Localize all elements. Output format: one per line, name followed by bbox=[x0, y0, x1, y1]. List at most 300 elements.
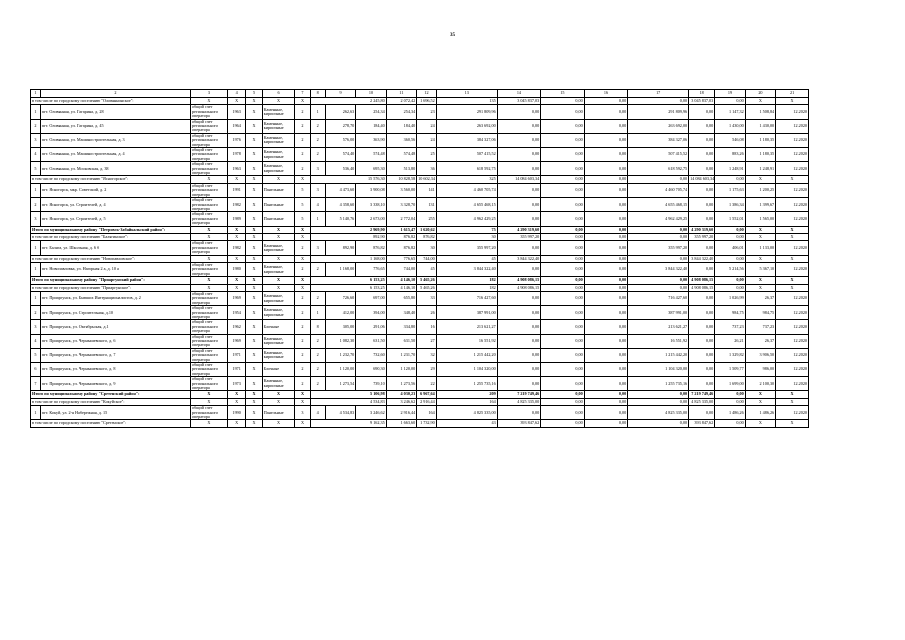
house-row bbox=[31, 148, 809, 162]
data-cell: 2 916,44 bbox=[386, 406, 416, 420]
wall-material-cell: Каменные, кирпичные bbox=[262, 262, 295, 276]
data-cell: 4 460 705,74 bbox=[436, 183, 497, 197]
data-cell: 0,00 bbox=[497, 162, 541, 176]
data-cell: 7 219 749,46 bbox=[689, 391, 715, 398]
data-cell: 0,00 bbox=[689, 241, 715, 255]
data-cell: Х bbox=[776, 420, 809, 427]
row-number-cell: 4 bbox=[31, 334, 41, 348]
data-cell: 0,00 bbox=[584, 133, 628, 147]
data-cell: 0,00 bbox=[541, 284, 585, 291]
data-cell: 1 180,35 bbox=[745, 133, 775, 147]
column-number-cell: 13 bbox=[436, 90, 497, 98]
data-cell: Х bbox=[190, 398, 227, 405]
data-cell: Х bbox=[246, 119, 262, 133]
data-cell: 0,00 bbox=[584, 148, 628, 162]
data-cell: Х bbox=[246, 198, 262, 212]
data-cell: 0,00 bbox=[541, 391, 585, 398]
data-cell: 1990 bbox=[227, 406, 245, 420]
data-cell: 1 508,84 bbox=[745, 105, 775, 119]
data-cell: 0,00 bbox=[584, 212, 628, 226]
house-row bbox=[31, 198, 809, 212]
data-cell: 278,70 bbox=[325, 119, 355, 133]
data-cell: 737,23 bbox=[715, 320, 745, 334]
data-cell: 0,00 bbox=[715, 255, 745, 262]
data-cell: 4 825 335,00 bbox=[497, 398, 541, 405]
data-cell: Х bbox=[227, 176, 245, 183]
data-cell: 1973 bbox=[227, 377, 245, 391]
data-cell: Х bbox=[246, 420, 262, 427]
data-cell: Х bbox=[246, 363, 262, 377]
data-cell: 360,56 bbox=[386, 133, 416, 147]
data-cell: 254,34 bbox=[356, 105, 386, 119]
data-cell: 2 772,04 bbox=[386, 212, 416, 226]
data-cell: 30 bbox=[417, 241, 437, 255]
data-cell: 574,48 bbox=[386, 148, 416, 162]
data-cell: 1 bbox=[310, 306, 325, 320]
data-cell: 0,00 bbox=[497, 241, 541, 255]
data-cell: 0,00 bbox=[584, 183, 628, 197]
data-cell: 2 bbox=[310, 291, 325, 305]
data-cell: Х bbox=[295, 98, 310, 105]
data-cell: 876,82 bbox=[386, 241, 416, 255]
data-cell: Х bbox=[190, 226, 227, 233]
data-cell: 876,82 bbox=[356, 241, 386, 255]
data-cell: 4 bbox=[310, 198, 325, 212]
data-cell: 0,00 bbox=[541, 241, 585, 255]
data-cell: Х bbox=[246, 284, 262, 291]
data-cell: Х bbox=[246, 348, 262, 362]
data-cell: 0,00 bbox=[584, 241, 628, 255]
settlement-label: в том числе по городскому поселению "Ясногорское": bbox=[31, 176, 191, 183]
data-cell: 0,00 bbox=[541, 233, 585, 240]
data-cell: 0,00 bbox=[689, 133, 715, 147]
data-cell: 9 162,35 bbox=[310, 420, 386, 427]
wall-material-cell: Панельные bbox=[262, 198, 295, 212]
data-cell: Х bbox=[246, 277, 262, 284]
fund-method-cell: общий счет регионального оператора bbox=[190, 148, 227, 162]
data-cell: Х bbox=[246, 391, 262, 398]
data-cell: 2 245,80 bbox=[310, 98, 386, 105]
address-cell: пгт. Кокуй, ул. 2-я Набережная, д. 15 bbox=[40, 406, 190, 420]
data-cell: 355 997,20 bbox=[628, 241, 689, 255]
data-cell: 0,00 bbox=[689, 406, 715, 420]
data-cell: 32 bbox=[417, 348, 437, 362]
district-total-label: Итого по муниципальному району "Сретенский район": bbox=[31, 391, 191, 398]
data-cell: Х bbox=[246, 98, 262, 105]
data-cell: 1 486,26 bbox=[715, 406, 745, 420]
data-cell: 0,00 bbox=[715, 98, 745, 105]
settlement-label: в том числе по городскому поселению "Оловяннинское": bbox=[31, 98, 191, 105]
data-cell: 984,75 bbox=[715, 306, 745, 320]
data-cell: 12.2020 bbox=[776, 306, 809, 320]
settlement-subtotal-row bbox=[31, 176, 809, 183]
data-cell: 892,90 bbox=[325, 241, 355, 255]
data-cell: 14 084 603,34 bbox=[690, 176, 715, 182]
data-cell: 26 bbox=[417, 306, 437, 320]
data-cell: 4 358,60 bbox=[325, 198, 355, 212]
row-number-cell: 4 bbox=[31, 148, 41, 162]
data-cell: Х bbox=[262, 226, 295, 233]
data-cell: 0,00 bbox=[689, 162, 715, 176]
data-cell: 1963 bbox=[227, 162, 245, 176]
data-cell: 255 bbox=[417, 212, 437, 226]
data-cell: 0,00 bbox=[689, 148, 715, 162]
data-cell: Х bbox=[246, 320, 262, 334]
data-cell: 4 825 335,00 bbox=[436, 406, 497, 420]
wall-material-cell: Каменные, кирпичные bbox=[262, 334, 295, 348]
data-cell: 384 327,06 bbox=[436, 133, 497, 147]
data-cell: 0,00 bbox=[628, 176, 689, 183]
data-cell: 75 bbox=[436, 226, 497, 233]
data-cell: 0,00 bbox=[715, 233, 745, 240]
data-cell: Х bbox=[246, 226, 262, 233]
address-cell: пгт. Приаргунск, ул. Чернышевского, д. 6 bbox=[40, 334, 190, 348]
row-number-cell: 1 bbox=[31, 241, 41, 255]
data-cell: 263 692,00 bbox=[628, 119, 689, 133]
data-cell: 2 bbox=[310, 334, 325, 348]
data-cell: 6 967,64 bbox=[417, 391, 437, 398]
settlement-label: в том числе по городскому поселению "Новопавловское": bbox=[31, 255, 191, 262]
house-row bbox=[31, 334, 809, 348]
data-cell: 0,00 bbox=[689, 306, 715, 320]
column-number-cell: 14 bbox=[497, 90, 541, 98]
data-cell: 0,00 bbox=[541, 291, 585, 305]
data-cell: 0,00 bbox=[584, 284, 628, 291]
district-total-row bbox=[31, 277, 809, 284]
data-cell: 1 699,00 bbox=[715, 377, 745, 391]
data-cell: 2 bbox=[295, 105, 310, 119]
row-number-cell: 6 bbox=[31, 363, 41, 377]
row-number-cell: 2 bbox=[31, 119, 41, 133]
data-cell: 12.2020 bbox=[776, 406, 809, 420]
data-cell: 1 248,91 bbox=[745, 162, 775, 176]
data-cell: Х bbox=[295, 226, 310, 233]
data-cell: 1 615,47 bbox=[386, 226, 416, 233]
address-cell: пгт. Оловянная, ул. Гагарина, д. 28 bbox=[40, 105, 190, 119]
data-cell: 4 908 086,15 bbox=[689, 284, 715, 291]
column-number-cell: 18 bbox=[689, 90, 715, 98]
data-cell: Х bbox=[227, 226, 245, 233]
data-cell: 0,00 bbox=[541, 255, 585, 262]
data-cell: 0,00 bbox=[541, 262, 585, 276]
data-cell: 135 bbox=[436, 98, 497, 105]
data-cell: 3 906,50 bbox=[745, 348, 775, 362]
data-cell: 0,00 bbox=[541, 212, 585, 226]
data-cell: 4 bbox=[310, 406, 325, 420]
data-cell: Х bbox=[227, 255, 245, 262]
district-total-row bbox=[31, 391, 809, 398]
data-cell: 29 bbox=[417, 363, 437, 377]
data-cell: 3 bbox=[310, 241, 325, 255]
data-cell: 16 bbox=[417, 320, 437, 334]
data-cell: 1 565,00 bbox=[745, 212, 775, 226]
data-cell: Х bbox=[246, 148, 262, 162]
data-cell: Х bbox=[246, 176, 262, 183]
data-cell: 0,00 bbox=[628, 420, 689, 427]
data-cell: 697,00 bbox=[356, 291, 386, 305]
data-cell: 3 246,62 bbox=[356, 406, 386, 420]
data-cell: 0,00 bbox=[689, 334, 715, 348]
data-cell: 334,80 bbox=[386, 320, 416, 334]
data-cell: 3 844 322,40 bbox=[497, 255, 541, 262]
data-cell: 0,00 bbox=[584, 377, 628, 391]
data-cell: 12.2020 bbox=[776, 212, 809, 226]
wall-material-cell: Каменные, кирпичные bbox=[262, 148, 295, 162]
data-cell: 776,65 bbox=[356, 262, 386, 276]
data-cell: 0,00 bbox=[497, 148, 541, 162]
data-cell: 10 602,34 bbox=[418, 176, 435, 182]
column-number-cell: 4 bbox=[227, 90, 245, 98]
data-cell: 0,00 bbox=[689, 183, 715, 197]
data-cell: 355 997,20 bbox=[436, 241, 497, 255]
data-cell: 26,21 bbox=[715, 334, 745, 348]
data-cell: 4 655 468,15 bbox=[628, 198, 689, 212]
data-cell: 655,80 bbox=[386, 291, 416, 305]
data-cell: 1 329,82 bbox=[715, 348, 745, 362]
data-cell: 0,00 bbox=[715, 277, 745, 284]
data-cell: Х bbox=[295, 398, 310, 405]
data-cell: 0,00 bbox=[584, 391, 628, 398]
data-cell: 0,00 bbox=[584, 262, 628, 276]
address-cell: пгт. Ясногорск, мкр. Советский, д. 2 bbox=[40, 183, 190, 197]
data-cell: 1 133,00 bbox=[745, 241, 775, 255]
data-cell: Х bbox=[262, 176, 295, 183]
data-cell: 4 146,10 bbox=[386, 284, 416, 291]
data-cell: 1 273,56 bbox=[386, 377, 416, 391]
column-number-cell: 12 bbox=[417, 90, 437, 98]
data-cell: 1954 bbox=[227, 306, 245, 320]
data-cell: Х bbox=[246, 162, 262, 176]
data-cell: 0,00 bbox=[497, 212, 541, 226]
data-cell: 0,00 bbox=[584, 277, 628, 284]
data-cell: 0,00 bbox=[497, 320, 541, 334]
data-cell: Х bbox=[262, 420, 295, 427]
data-cell: 1 168,00 bbox=[310, 255, 386, 262]
data-cell: 4 534,83 bbox=[325, 406, 355, 420]
data-cell: Х bbox=[745, 420, 775, 427]
data-cell: 393 847,62 bbox=[689, 420, 715, 427]
data-cell: Х bbox=[190, 98, 227, 105]
data-cell: Х bbox=[295, 284, 310, 291]
data-cell: 3 045 837,03 bbox=[497, 98, 541, 105]
column-number-cell: 1 bbox=[31, 90, 41, 98]
data-cell: 1 168,00 bbox=[325, 262, 355, 276]
data-cell: 507 415,52 bbox=[628, 148, 689, 162]
row-number-cell: 3 bbox=[31, 320, 41, 334]
data-cell: Х bbox=[246, 241, 262, 255]
data-cell: 0,00 bbox=[497, 334, 541, 348]
settlement-subtotal-row bbox=[31, 284, 809, 291]
data-cell: 0,00 bbox=[715, 284, 745, 291]
column-number-cell: 20 bbox=[745, 90, 775, 98]
data-cell: 0,00 bbox=[689, 377, 715, 391]
column-number-cell: 6 bbox=[262, 90, 295, 98]
data-cell: 2 bbox=[295, 119, 310, 133]
data-cell: 141 bbox=[417, 183, 437, 197]
data-cell: 2 bbox=[310, 348, 325, 362]
data-cell: 0,00 bbox=[689, 119, 715, 133]
data-cell: 695,30 bbox=[356, 162, 386, 176]
column-number-cell: 16 bbox=[584, 90, 628, 98]
data-cell: Х bbox=[227, 391, 245, 398]
data-cell: 12.2020 bbox=[776, 363, 809, 377]
wall-material-cell: Каменные, кирпичные bbox=[262, 241, 295, 255]
data-cell: 1964 bbox=[227, 119, 245, 133]
data-cell: 0,00 bbox=[541, 377, 585, 391]
wall-material-cell: Каменные, кирпичные bbox=[262, 291, 295, 305]
data-cell: 0,00 bbox=[628, 398, 689, 405]
data-cell: 0,00 bbox=[497, 363, 541, 377]
address-cell: пгт. Новопавловка, ул. Нагорная 2 а, д. 10 а bbox=[40, 262, 190, 276]
data-cell: 213 621,27 bbox=[436, 320, 497, 334]
data-cell: 1 552,01 bbox=[715, 212, 745, 226]
data-cell: 2 bbox=[295, 262, 310, 276]
data-cell: 164 bbox=[417, 406, 437, 420]
data-cell: 2 bbox=[295, 334, 310, 348]
data-cell: 1982 bbox=[227, 241, 245, 255]
data-cell: 26,37 bbox=[745, 334, 775, 348]
fund-method-cell: общий счет регионального оператора bbox=[190, 306, 227, 320]
data-cell: 0,00 bbox=[497, 119, 541, 133]
data-cell: Х bbox=[776, 255, 809, 262]
data-cell: 1 180,35 bbox=[745, 148, 775, 162]
data-cell: Х bbox=[745, 391, 775, 398]
data-cell: 0,00 bbox=[541, 398, 585, 405]
data-cell: 3 844 322,40 bbox=[436, 262, 497, 276]
row-number-cell: 7 bbox=[31, 377, 41, 391]
data-cell: 0,00 bbox=[715, 398, 745, 405]
data-cell: 0,00 bbox=[541, 277, 585, 284]
data-cell: 15 576,30 bbox=[310, 176, 386, 183]
data-cell: 4 290 319,60 bbox=[689, 226, 715, 233]
data-cell: 12.2020 bbox=[776, 105, 809, 119]
data-cell: 1982 bbox=[227, 198, 245, 212]
data-cell: 0,00 bbox=[541, 363, 585, 377]
data-cell: Х bbox=[776, 284, 809, 291]
data-cell: 0,00 bbox=[584, 291, 628, 305]
data-cell: Х bbox=[246, 133, 262, 147]
row-number-cell: 1 bbox=[31, 291, 41, 305]
data-cell: 716 427,60 bbox=[436, 291, 497, 305]
data-cell: 1 082,30 bbox=[325, 334, 355, 348]
data-cell: 5 bbox=[295, 198, 310, 212]
data-cell: 3 900,08 bbox=[356, 183, 386, 197]
address-cell: пгт. Ясногорск, ул. Строителей, д. 5 bbox=[40, 212, 190, 226]
data-cell: 213 621,27 bbox=[628, 320, 689, 334]
fund-method-cell: общий счет регионального оператора bbox=[190, 133, 227, 147]
data-cell: Х bbox=[246, 334, 262, 348]
data-cell: 0,00 bbox=[584, 162, 628, 176]
data-cell: 0,00 bbox=[628, 255, 689, 262]
data-cell: 576,00 bbox=[325, 133, 355, 147]
row-number-cell: 2 bbox=[31, 198, 41, 212]
wall-material-cell: Панельные bbox=[262, 406, 295, 420]
data-cell: Х bbox=[262, 233, 295, 240]
data-cell: 726,60 bbox=[325, 291, 355, 305]
address-cell: пгт. Ясногорск, ул. Строителей, д. 4 bbox=[40, 198, 190, 212]
data-cell: 4 908 086,15 bbox=[497, 277, 541, 284]
data-cell: 254,34 bbox=[386, 105, 416, 119]
settlement-subtotal-row bbox=[31, 255, 809, 262]
data-cell: 25 bbox=[417, 148, 437, 162]
data-cell: 12.2020 bbox=[776, 377, 809, 391]
wall-material-cell: Панельные bbox=[262, 212, 295, 226]
data-cell: 384 327,06 bbox=[628, 133, 689, 147]
data-cell: Х bbox=[745, 277, 775, 284]
data-cell: 631,50 bbox=[386, 334, 416, 348]
data-cell: 2 072,42 bbox=[386, 98, 416, 105]
fund-method-cell: общий счет регионального оператора bbox=[190, 241, 227, 255]
column-number-cell: 11 bbox=[386, 90, 416, 98]
data-cell: Х bbox=[246, 262, 262, 276]
data-cell: 2 bbox=[295, 148, 310, 162]
settlement-label: в том числе по городскому поселению "Кокуйское": bbox=[31, 398, 191, 405]
house-row bbox=[31, 162, 809, 176]
data-cell: 1971 bbox=[227, 363, 245, 377]
fund-method-cell: общий счет регионального оператора bbox=[190, 105, 227, 119]
data-cell: Х bbox=[262, 98, 295, 105]
data-cell: 2 bbox=[310, 133, 325, 147]
address-cell: пгт. Приаргунск, ул. Чернышевского, д. 8 bbox=[40, 363, 190, 377]
data-cell: 2 969,90 bbox=[310, 226, 386, 233]
data-cell: 305,00 bbox=[325, 320, 355, 334]
data-cell: 631,50 bbox=[356, 334, 386, 348]
house-row bbox=[31, 241, 809, 255]
wall-material-cell: Каменные, кирпичные bbox=[262, 377, 295, 391]
data-cell: 1 696,52 bbox=[417, 98, 437, 105]
data-cell: 0,00 bbox=[715, 226, 745, 233]
address-cell: пгт. Приаргунск, ул. Чернышевского, д. 7 bbox=[40, 348, 190, 362]
data-cell: 394,00 bbox=[356, 306, 386, 320]
data-cell: Х bbox=[776, 226, 809, 233]
data-cell: 0,00 bbox=[541, 334, 585, 348]
settlement-subtotal-row bbox=[31, 398, 809, 405]
fund-method-cell: общий счет регионального оператора bbox=[190, 162, 227, 176]
data-cell: 0,00 bbox=[497, 406, 541, 420]
data-cell: 12.2020 bbox=[776, 183, 809, 197]
data-cell: Х bbox=[227, 233, 245, 240]
data-cell: 2 673,00 bbox=[356, 212, 386, 226]
wall-material-cell: Каменные, кирпичные bbox=[262, 162, 295, 176]
fund-method-cell: общий счет регионального оператора bbox=[190, 262, 227, 276]
data-cell: 1 248,91 bbox=[715, 162, 745, 176]
data-cell: 0,00 bbox=[584, 176, 628, 183]
data-cell: Х bbox=[295, 391, 310, 398]
data-cell: 4 534,83 bbox=[310, 398, 386, 405]
data-cell: 0,00 bbox=[689, 262, 715, 276]
data-cell: Х bbox=[262, 398, 295, 405]
data-cell: 0,00 bbox=[541, 148, 585, 162]
page-number: 35 bbox=[450, 33, 455, 38]
row-number-cell: 2 bbox=[31, 306, 41, 320]
data-cell: 5 367,10 bbox=[745, 262, 775, 276]
data-cell: 0,00 bbox=[715, 420, 745, 427]
column-number-cell: 21 bbox=[776, 90, 809, 98]
data-cell: 10 828,58 bbox=[386, 176, 416, 183]
data-cell: 1969 bbox=[227, 291, 245, 305]
wall-material-cell: Каменные, кирпичные bbox=[262, 105, 295, 119]
fund-method-cell: общий счет регионального оператора bbox=[190, 198, 227, 212]
data-cell: 22 bbox=[417, 377, 437, 391]
wall-material-cell: Блочные bbox=[262, 320, 295, 334]
data-cell: 1 509,77 bbox=[715, 363, 745, 377]
data-cell: 0,00 bbox=[497, 377, 541, 391]
data-cell: 412,00 bbox=[325, 306, 355, 320]
wall-material-cell: Каменные, кирпичные bbox=[262, 306, 295, 320]
data-cell: 739,10 bbox=[356, 377, 386, 391]
settlement-label: в том числе по городскому поселению "Приаргунское": bbox=[31, 284, 191, 291]
house-row bbox=[31, 320, 809, 334]
